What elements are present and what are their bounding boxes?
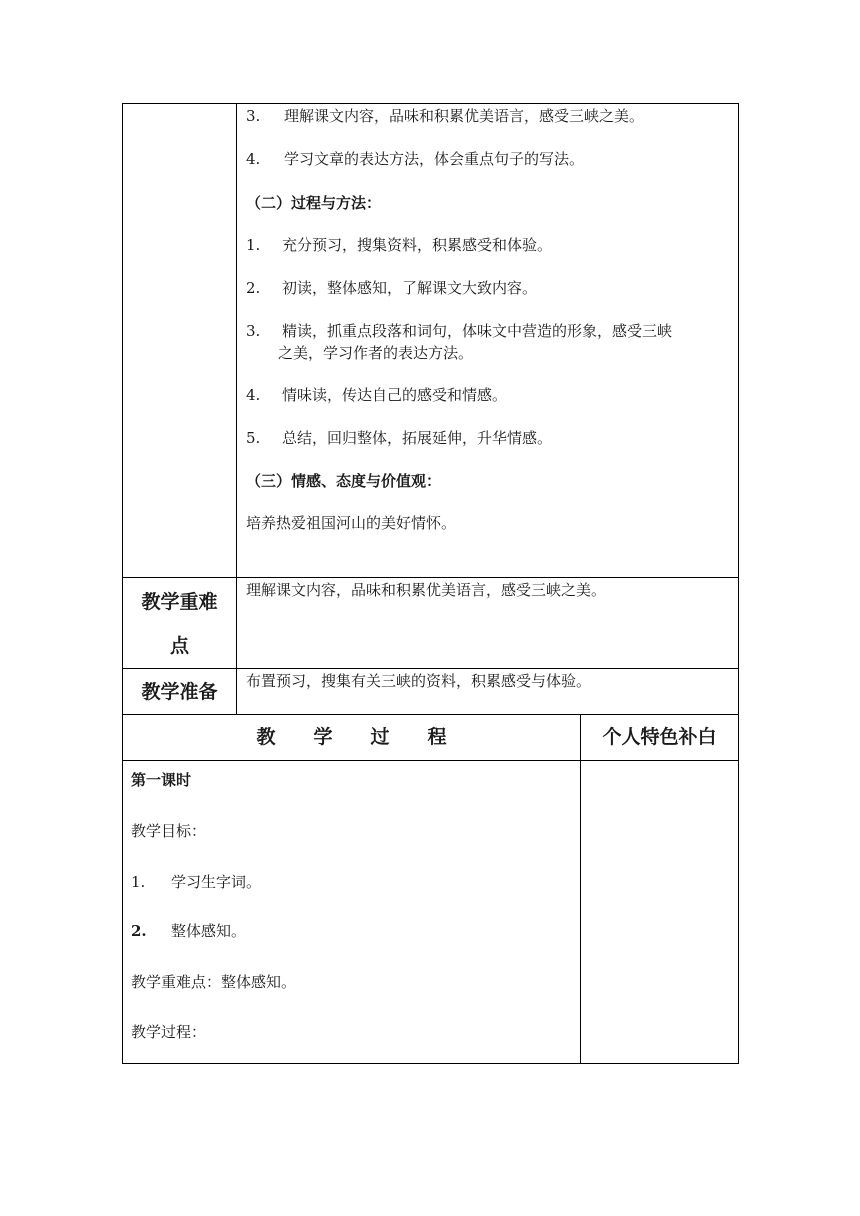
objective-item-3 (246, 107, 644, 125)
lesson-process-label: 教学过程： (131, 1023, 207, 1041)
process-item-4-number: 4. (246, 386, 261, 404)
lesson-key-point: 教学重难点：整体感知。 (131, 973, 297, 991)
section-heading-values: （三）情感、态度与价值观： (246, 472, 442, 490)
process-item-1-text: 充分预习，搜集资料，积累感受和体验。 (282, 236, 553, 254)
values-text: 培养热爱祖国河山的美好情怀。 (246, 514, 457, 532)
objective-item-4-text: 学习文章的表达方法，体会重点句子的写法。 (284, 150, 585, 168)
lesson-goal-1-text: 学习生字词。 (171, 873, 262, 891)
table-border-top (122, 103, 739, 104)
objective-item-4 (246, 150, 584, 168)
key-points-label-line1: 教学重难 (141, 591, 218, 613)
process-item-3-continuation: 之美，学习作者的表达方法。 (278, 344, 474, 362)
process-item-2-number: 2. (246, 279, 261, 297)
lesson-goal-2-text: 整体感知。 (171, 922, 247, 940)
process-item-2 (246, 279, 537, 297)
row-divider-objectives (122, 577, 739, 578)
label-column-divider (236, 103, 237, 715)
process-item-4 (246, 386, 507, 404)
row-divider-preparation (122, 714, 739, 715)
preparation-text: 布置预习，搜集有关三峡的资料，积累感受与体验。 (246, 672, 592, 690)
row-divider-keypoints (122, 668, 739, 669)
process-item-4-text: 情味读，传达自己的感受和情感。 (282, 386, 508, 404)
process-item-5 (246, 429, 552, 447)
process-item-3-text: 精读，抓重点段落和词句，体味文中营造的形象，感受三峡 (282, 322, 673, 340)
preparation-label: 教学准备 (141, 681, 218, 703)
table-border-bottom (122, 1063, 739, 1064)
key-points-label-line2: 点 (169, 635, 189, 657)
process-item-1-number: 1. (246, 236, 261, 254)
lesson-goal-2 (131, 922, 246, 940)
process-item-1 (246, 236, 552, 254)
lesson-goals-label: 教学目标： (131, 822, 207, 840)
process-item-3 (246, 322, 672, 340)
process-header-title: 教 学 过 程 (256, 726, 447, 748)
objective-item-4-number: 4. (246, 150, 261, 168)
key-points-text: 理解课文内容，品味和积累优美语言，感受三峡之美。 (246, 581, 607, 599)
objective-item-3-number: 3. (246, 107, 261, 125)
lesson-goal-1 (131, 873, 261, 891)
lesson-title: 第一课时 (131, 771, 192, 789)
lesson-goal-2-number: 2. (131, 922, 147, 940)
section-heading-process-methods: （二）过程与方法： (246, 194, 382, 212)
personal-notes-area (581, 761, 738, 1063)
lesson-goal-1-number: 1. (131, 873, 146, 891)
process-item-5-text: 总结，回归整体，拓展延伸，升华情感。 (282, 429, 553, 447)
table-border-right (738, 103, 739, 1064)
process-item-5-number: 5. (246, 429, 261, 447)
process-item-2-text: 初读，整体感知，了解课文大致内容。 (282, 279, 538, 297)
table-border-left (122, 103, 123, 1064)
process-item-3-number: 3. (246, 322, 261, 340)
personal-notes-header: 个人特色补白 (602, 726, 717, 748)
objective-item-3-text: 理解课文内容，品味和积累优美语言，感受三峡之美。 (284, 107, 645, 125)
